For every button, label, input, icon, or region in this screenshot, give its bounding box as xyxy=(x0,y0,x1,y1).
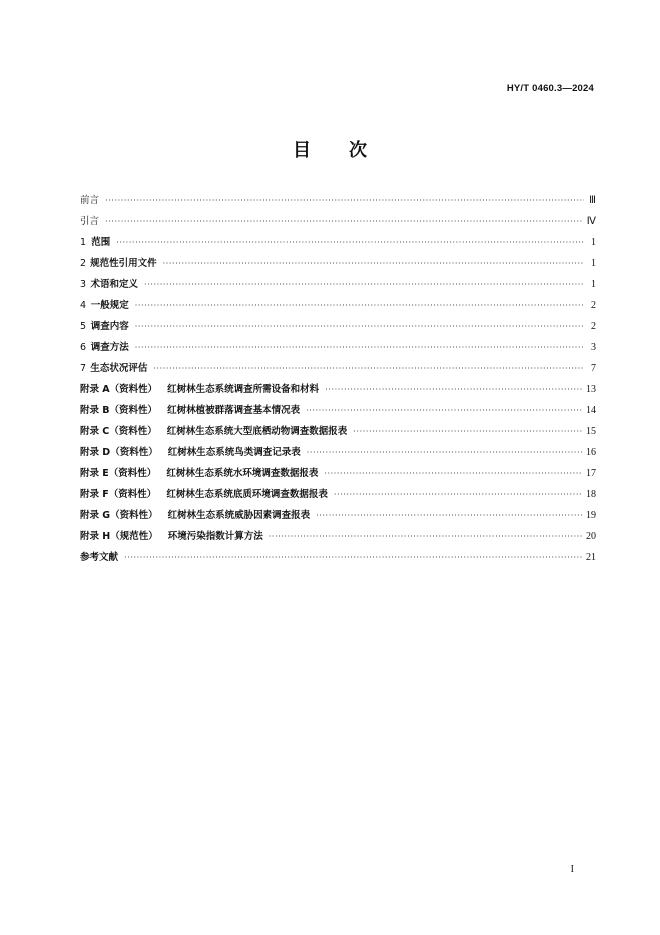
toc-entry-page: 2 xyxy=(591,300,596,311)
toc-entry-label: 范围 xyxy=(91,237,111,248)
toc-dot-leader xyxy=(316,505,582,526)
toc-entry-annex-title: 环境污染指数计算方法 xyxy=(167,531,263,542)
toc-dot-leader xyxy=(334,484,582,505)
table-of-contents xyxy=(80,190,596,568)
toc-entry-label: 引言 xyxy=(80,216,100,227)
toc-dot-leader xyxy=(163,253,584,274)
toc-entry-page: 16 xyxy=(586,447,596,458)
page-title-char-2: 次 xyxy=(349,140,367,161)
toc-entry-label: 附录 F（资料性） xyxy=(80,489,157,500)
document-code: HY/T 0460.3—2024 xyxy=(506,83,594,94)
toc-entry-page: 3 xyxy=(591,342,596,353)
toc-entry[interactable] xyxy=(80,379,596,400)
toc-entry-page: 15 xyxy=(586,426,596,437)
toc-entry[interactable] xyxy=(80,421,596,442)
toc-entry[interactable] xyxy=(80,232,596,253)
toc-entry[interactable] xyxy=(80,547,596,568)
toc-entry-annex-title: 红树林生态系统调查所需设备和材料 xyxy=(167,384,320,395)
toc-entry-page: 18 xyxy=(586,489,596,500)
page-title-char-1: 目 xyxy=(293,140,311,161)
toc-entry-page: Ⅳ xyxy=(586,216,596,227)
toc-entry-label: 调查内容 xyxy=(90,321,129,332)
toc-entry-label: 参考文献 xyxy=(80,552,119,563)
toc-entry-label: 前言 xyxy=(80,195,100,206)
toc-dot-leader xyxy=(306,400,582,421)
toc-entry[interactable] xyxy=(80,484,596,505)
toc-dot-leader xyxy=(324,463,582,484)
toc-entry-number: 4 xyxy=(80,300,87,311)
toc-dot-leader xyxy=(116,232,584,253)
toc-entry[interactable] xyxy=(80,463,596,484)
toc-entry-label: 附录 D（资料性） xyxy=(80,447,158,458)
toc-entry-page: 2 xyxy=(591,321,596,332)
toc-entry-annex-title: 红树林生态系统威胁因素调查报表 xyxy=(167,510,311,521)
toc-entry[interactable] xyxy=(80,505,596,526)
toc-entry-label: 附录 E（资料性） xyxy=(80,468,157,479)
toc-entry-label: 一般规定 xyxy=(90,300,129,311)
toc-entry-page: 1 xyxy=(591,258,596,269)
toc-entry-label: 调查方法 xyxy=(90,342,129,353)
toc-entry[interactable] xyxy=(80,211,596,232)
toc-dot-leader xyxy=(325,379,582,400)
toc-entry[interactable] xyxy=(80,358,596,379)
toc-entry[interactable] xyxy=(80,400,596,421)
toc-entry[interactable] xyxy=(80,316,596,337)
toc-entry[interactable] xyxy=(80,274,596,295)
toc-dot-leader xyxy=(135,295,584,316)
toc-entry-annex-title: 红树林生态系统鸟类调查记录表 xyxy=(167,447,301,458)
toc-entry-annex-title: 红树林生态系统底质环境调查数据报表 xyxy=(166,489,328,500)
toc-entry-label: 生态状况评估 xyxy=(90,363,148,374)
toc-entry-page: Ⅲ xyxy=(589,195,596,206)
toc-entry-page: 21 xyxy=(586,552,596,563)
toc-entry-label: 附录 H（规范性） xyxy=(80,531,158,542)
toc-dot-leader xyxy=(353,421,582,442)
toc-entry-annex-title: 红树林植被群落调查基本情况表 xyxy=(167,405,301,416)
toc-entry-label: 附录 G（资料性） xyxy=(80,510,158,521)
toc-entry-annex-title: 红树林生态系统大型底栖动物调查数据报表 xyxy=(166,426,348,437)
toc-entry-label: 术语和定义 xyxy=(90,279,139,290)
toc-entry-label: 规范性引用文件 xyxy=(90,258,157,269)
toc-entry-number: 2 xyxy=(80,258,87,269)
toc-dot-leader xyxy=(105,190,584,211)
toc-entry-page: 14 xyxy=(586,405,596,416)
toc-dot-leader xyxy=(307,442,582,463)
toc-entry-page: 1 xyxy=(591,279,596,290)
toc-entry-page: 1 xyxy=(591,237,596,248)
toc-dot-leader xyxy=(269,526,582,547)
toc-entry-page: 20 xyxy=(586,531,596,542)
toc-dot-leader xyxy=(135,337,584,358)
toc-entry-page: 19 xyxy=(586,510,596,521)
toc-entry[interactable] xyxy=(80,337,596,358)
toc-entry[interactable] xyxy=(80,526,596,547)
toc-entry-number: 7 xyxy=(80,363,87,374)
toc-entry[interactable] xyxy=(80,295,596,316)
toc-dot-leader xyxy=(105,211,583,232)
toc-dot-leader xyxy=(144,274,584,295)
page-number: I xyxy=(570,864,574,875)
toc-entry-page: 17 xyxy=(586,468,596,479)
toc-entry-page: 7 xyxy=(591,363,596,374)
toc-entry-number: 5 xyxy=(80,321,87,332)
toc-entry-number: 1 xyxy=(80,237,87,248)
toc-entry-annex-title: 红树林生态系统水环境调查数据报表 xyxy=(166,468,319,479)
toc-entry-label: 附录 C（资料性） xyxy=(80,426,157,437)
toc-entry-number: 3 xyxy=(80,279,87,290)
toc-entry-page: 13 xyxy=(586,384,596,395)
toc-dot-leader xyxy=(153,358,584,379)
toc-dot-leader xyxy=(135,316,584,337)
toc-entry[interactable] xyxy=(80,442,596,463)
toc-dot-leader xyxy=(124,547,582,568)
toc-entry-label: 附录 A（资料性） xyxy=(80,384,158,395)
page-title xyxy=(0,136,660,162)
toc-entry[interactable] xyxy=(80,190,596,211)
toc-entry-label: 附录 B（资料性） xyxy=(80,405,158,416)
toc-entry-number: 6 xyxy=(80,342,87,353)
toc-entry[interactable] xyxy=(80,253,596,274)
